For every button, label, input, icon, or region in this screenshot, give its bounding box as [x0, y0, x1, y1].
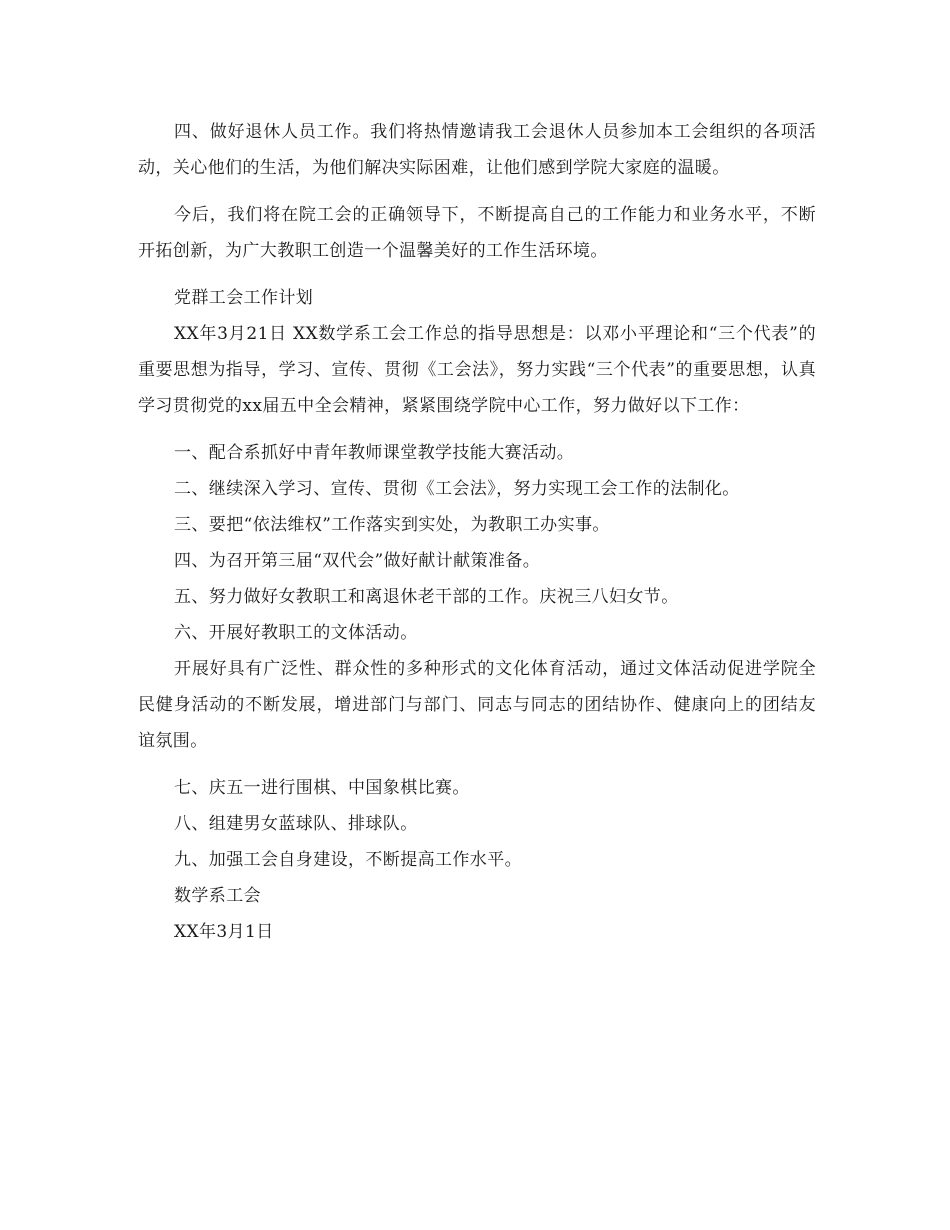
list-item-7: 七、庆五一进行围棋、中国象棋比赛。: [174, 778, 470, 798]
signature-organization: 数学系工会: [174, 886, 261, 906]
list-item-9: 九、加强工会自身建设，不断提高工作水平。: [174, 850, 522, 870]
list-item-8: 八、组建男女蓝球队、排球队。: [174, 814, 418, 834]
paragraph-guiding-thought: XX年3月21日 XX数学系工会工作总的指导思想是：以邓小平理论和“三个代表”的重要思想为指导，学习、宣传、贯彻《工会法》，努力实践“三个代表”的重要思想，认真学习贯彻党的xx届五中全会精神，紧紧围绕学院中心工作，努力做好以下工作：: [138, 324, 816, 416]
list-item-1: 一、配合系抓好中青年教师课堂教学技能大赛活动。: [174, 443, 575, 463]
paragraph-sports-activities: 开展好具有广泛性、群众性的多种形式的文化体育活动，通过文体活动促进学院全民健身活动的不断发展，增进部门与部门、同志与同志的团结协作、健康向上的团结友谊氛围。: [138, 659, 816, 751]
signature-date: XX年3月1日: [174, 922, 274, 942]
document-body: [138, 114, 816, 950]
list-item-2: 二、继续深入学习、宣传、贯彻《工会法》，努力实现工会工作的法制化。: [174, 479, 740, 499]
list-item-6: 六、开展好教职工的文体活动。: [174, 623, 418, 643]
list-item-4: 四、为召开第三届“双代会”做好献计献策准备。: [174, 551, 541, 571]
paragraph-future-plan: 今后，我们将在院工会的正确领导下，不断提高自己的工作能力和业务水平，不断开拓创新，为广大教职工创造一个温馨美好的工作生活环境。: [138, 205, 816, 261]
section-title: 党群工会工作计划: [174, 288, 314, 308]
list-item-3: 三、要把“依法维权”工作落实到实处，为教职工办实事。: [174, 515, 610, 535]
paragraph-retirees: 四、做好退休人员工作。我们将热情邀请我工会退休人员参加本工会组织的各项活动，关心他们的生活，为他们解决实际困难，让他们感到学院大家庭的温暖。: [138, 122, 816, 178]
list-item-5: 五、努力做好女教职工和离退休老干部的工作。庆祝三八妇女节。: [174, 587, 679, 607]
